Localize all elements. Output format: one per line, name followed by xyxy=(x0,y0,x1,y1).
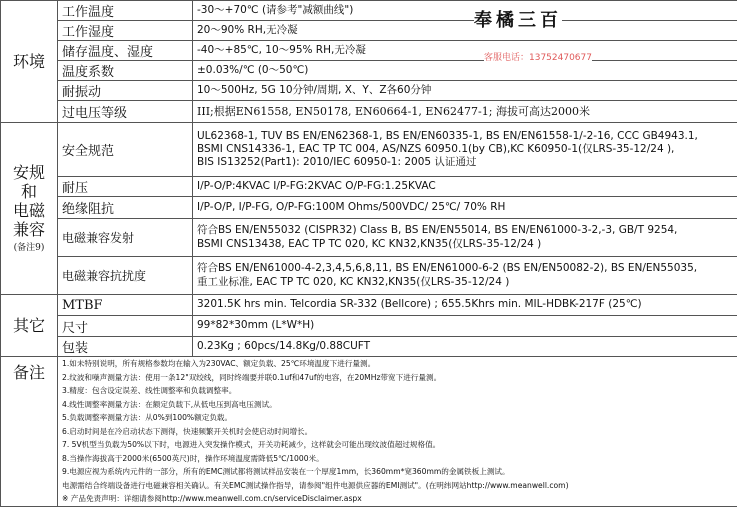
row-mtbf xyxy=(1,295,737,316)
label-operating-humidity: 工作湿度 xyxy=(58,21,193,41)
note-item: ※ 产品免责声明：详细请参阅http://www.meanwell.com.cn/serviceDisclaimer.aspx xyxy=(62,492,733,506)
category-line: 安规 xyxy=(5,163,53,182)
note-item: 7. 5V机型当负载为50%以下时，电源进入突发操作模式，开关功耗减少，这样就会可能出现纹波值超过规格值。 xyxy=(62,438,733,452)
value-storage: -40～+85℃, 10～95% RH,无冷凝 xyxy=(193,41,737,61)
label-emc-emission: 电磁兼容发射 xyxy=(58,219,193,257)
note-item: 1.如未特别说明，所有规格参数均在输入为230VAC、额定负载、25℃环境温度下进行量测。 xyxy=(62,357,733,371)
category-environment: 环境 xyxy=(1,1,58,123)
note-item: 3.精度：包含设定误差、线性调整率和负载调整率。 xyxy=(62,384,733,398)
label-overvoltage: 过电压等级 xyxy=(58,101,193,123)
watermark-phone: 客服电话：13752470677 xyxy=(484,50,592,63)
row-withstand xyxy=(1,177,737,197)
category-note: (备注9) xyxy=(5,243,53,254)
safety-line: BSMI CNS14336-1, EAC TP TC 004, AS/NZS 60950.1(by CB),KC K60950-1(仅LRS-35-12/24 ), xyxy=(197,143,733,156)
row-notes xyxy=(1,357,737,507)
safety-line: BIS IS13252(Part1): 2010/IEC 60950-1: 2005 认证通过 xyxy=(197,156,733,169)
row-storage xyxy=(1,41,737,61)
value-vibration: 10～500Hz, 5G 10分钟/周期, X、Y、Z各60分钟 xyxy=(193,81,737,101)
value-operating-temp: -30～+70℃ (请参考"减额曲线") xyxy=(193,1,737,21)
row-safety xyxy=(1,123,737,177)
label-operating-temp: 工作温度 xyxy=(58,1,193,21)
immunity-line: 符合BS EN/EN61000-4-2,3,4,5,6,8,11, BS EN/EN61000-6-2 (BS EN/EN50082-2), BS EN/EN55035, xyxy=(197,262,733,275)
note-item: 9.电源应视为系统内元件的一部分，所有的EMC测试都将测试样品安装在一个厚度1mm，长360mm*宽360mm的金属铁板上测试。 xyxy=(62,465,733,479)
row-op-humidity xyxy=(1,21,737,41)
category-safety-emc xyxy=(1,123,58,295)
value-isolation: I/P-O/P, I/P-FG, O/P-FG:100M Ohms/500VDC/ 25℃/ 70% RH xyxy=(193,197,737,219)
label-emc-immunity: 电磁兼容抗扰度 xyxy=(58,257,193,295)
note-item: 5.负载调整率测量方法：从0%到100%额定负载。 xyxy=(62,411,733,425)
note-item: 8.当操作海拔高于2000米(6500英尺)时，操作环境温度需降低5℃/1000米。 xyxy=(62,452,733,466)
safety-line: UL62368-1, TUV BS EN/EN62368-1, BS EN/EN60335-1, BS EN/EN61558-1/-2-16, CCC GB4943.1, xyxy=(197,130,733,143)
emission-line: BSMI CNS13438, EAC TP TC 020, KC KN32,KN35(仅LRS-35-12/24 ) xyxy=(197,238,733,251)
row-vibration xyxy=(1,81,737,101)
value-safety xyxy=(193,123,737,177)
row-overvoltage xyxy=(1,101,737,123)
row-size xyxy=(1,316,737,337)
value-withstand-voltage: I/P-O/P:4KVAC I/P-FG:2KVAC O/P-FG:1.25KVAC xyxy=(193,177,737,197)
row-op-temp xyxy=(1,1,737,21)
category-notes: 备注 xyxy=(1,357,58,507)
category-other: 其它 xyxy=(1,295,58,357)
row-emi xyxy=(1,219,737,257)
value-dimensions: 99*82*30mm (L*W*H) xyxy=(193,316,737,337)
label-vibration: 耐振动 xyxy=(58,81,193,101)
value-mtbf: 3201.5K hrs min. Telcordia SR-332 (Bellcore) ; 655.5Khrs min. MIL-HDBK-217F (25℃) xyxy=(193,295,737,316)
note-item: 2.纹波和噪声测量方法：使用一条12"双绞线，同时终端要并联0.1uf和47uf的电容，在20MHz带宽下进行量测。 xyxy=(62,371,733,385)
label-storage: 储存温度、湿度 xyxy=(58,41,193,61)
notes-list xyxy=(58,357,737,507)
category-line: 兼容 xyxy=(5,220,53,239)
note-item: 6.启动时间是在冷启动状态下测得，快速频繁开关机时会使启动时间增长。 xyxy=(62,425,733,439)
label-isolation: 绝缘阻抗 xyxy=(58,197,193,219)
label-packing: 包装 xyxy=(58,337,193,357)
value-emc-emission xyxy=(193,219,737,257)
row-ems xyxy=(1,257,737,295)
note-item: 4.线性调整率测量方法：在额定负载下,从低电压到高电压测试。 xyxy=(62,398,733,412)
label-withstand-voltage: 耐压 xyxy=(58,177,193,197)
value-packing: 0.23Kg ; 60pcs/14.8Kg/0.88CUFT xyxy=(193,337,737,357)
value-emc-immunity xyxy=(193,257,737,295)
row-isolation xyxy=(1,197,737,219)
label-mtbf: MTBF xyxy=(58,295,193,316)
row-temp-coef xyxy=(1,61,737,81)
row-packing xyxy=(1,337,737,357)
value-temp-coefficient: ±0.03%/℃ (0～50℃) xyxy=(193,61,737,81)
immunity-line: 重工业标准, EAC TP TC 020, KC KN32,KN35(仅LRS-35-12/24 ) xyxy=(197,276,733,289)
label-safety: 安全规范 xyxy=(58,123,193,177)
label-temp-coefficient: 温度系数 xyxy=(58,61,193,81)
watermark-brand: 奉橘三百 xyxy=(474,6,562,32)
note-item: 电源需结合终端设备进行电磁兼容相关确认。有关EMC测试操作指导，请参阅"组件电源供应器的EMI测试"。(在明纬网站http://www.meanwell.com) xyxy=(62,479,733,493)
label-dimensions: 尺寸 xyxy=(58,316,193,337)
emission-line: 符合BS EN/EN55032 (CISPR32) Class B, BS EN/EN55014, BS EN/EN61000-3-2,-3, GB/T 9254, xyxy=(197,224,733,237)
category-line: 和 xyxy=(5,182,53,201)
category-line: 电磁 xyxy=(5,201,53,220)
value-operating-humidity: 20～90% RH,无冷凝 xyxy=(193,21,737,41)
value-overvoltage: III;根据EN61558, EN50178, EN60664-1, EN62477-1; 海拔可高达2000米 xyxy=(193,101,737,123)
